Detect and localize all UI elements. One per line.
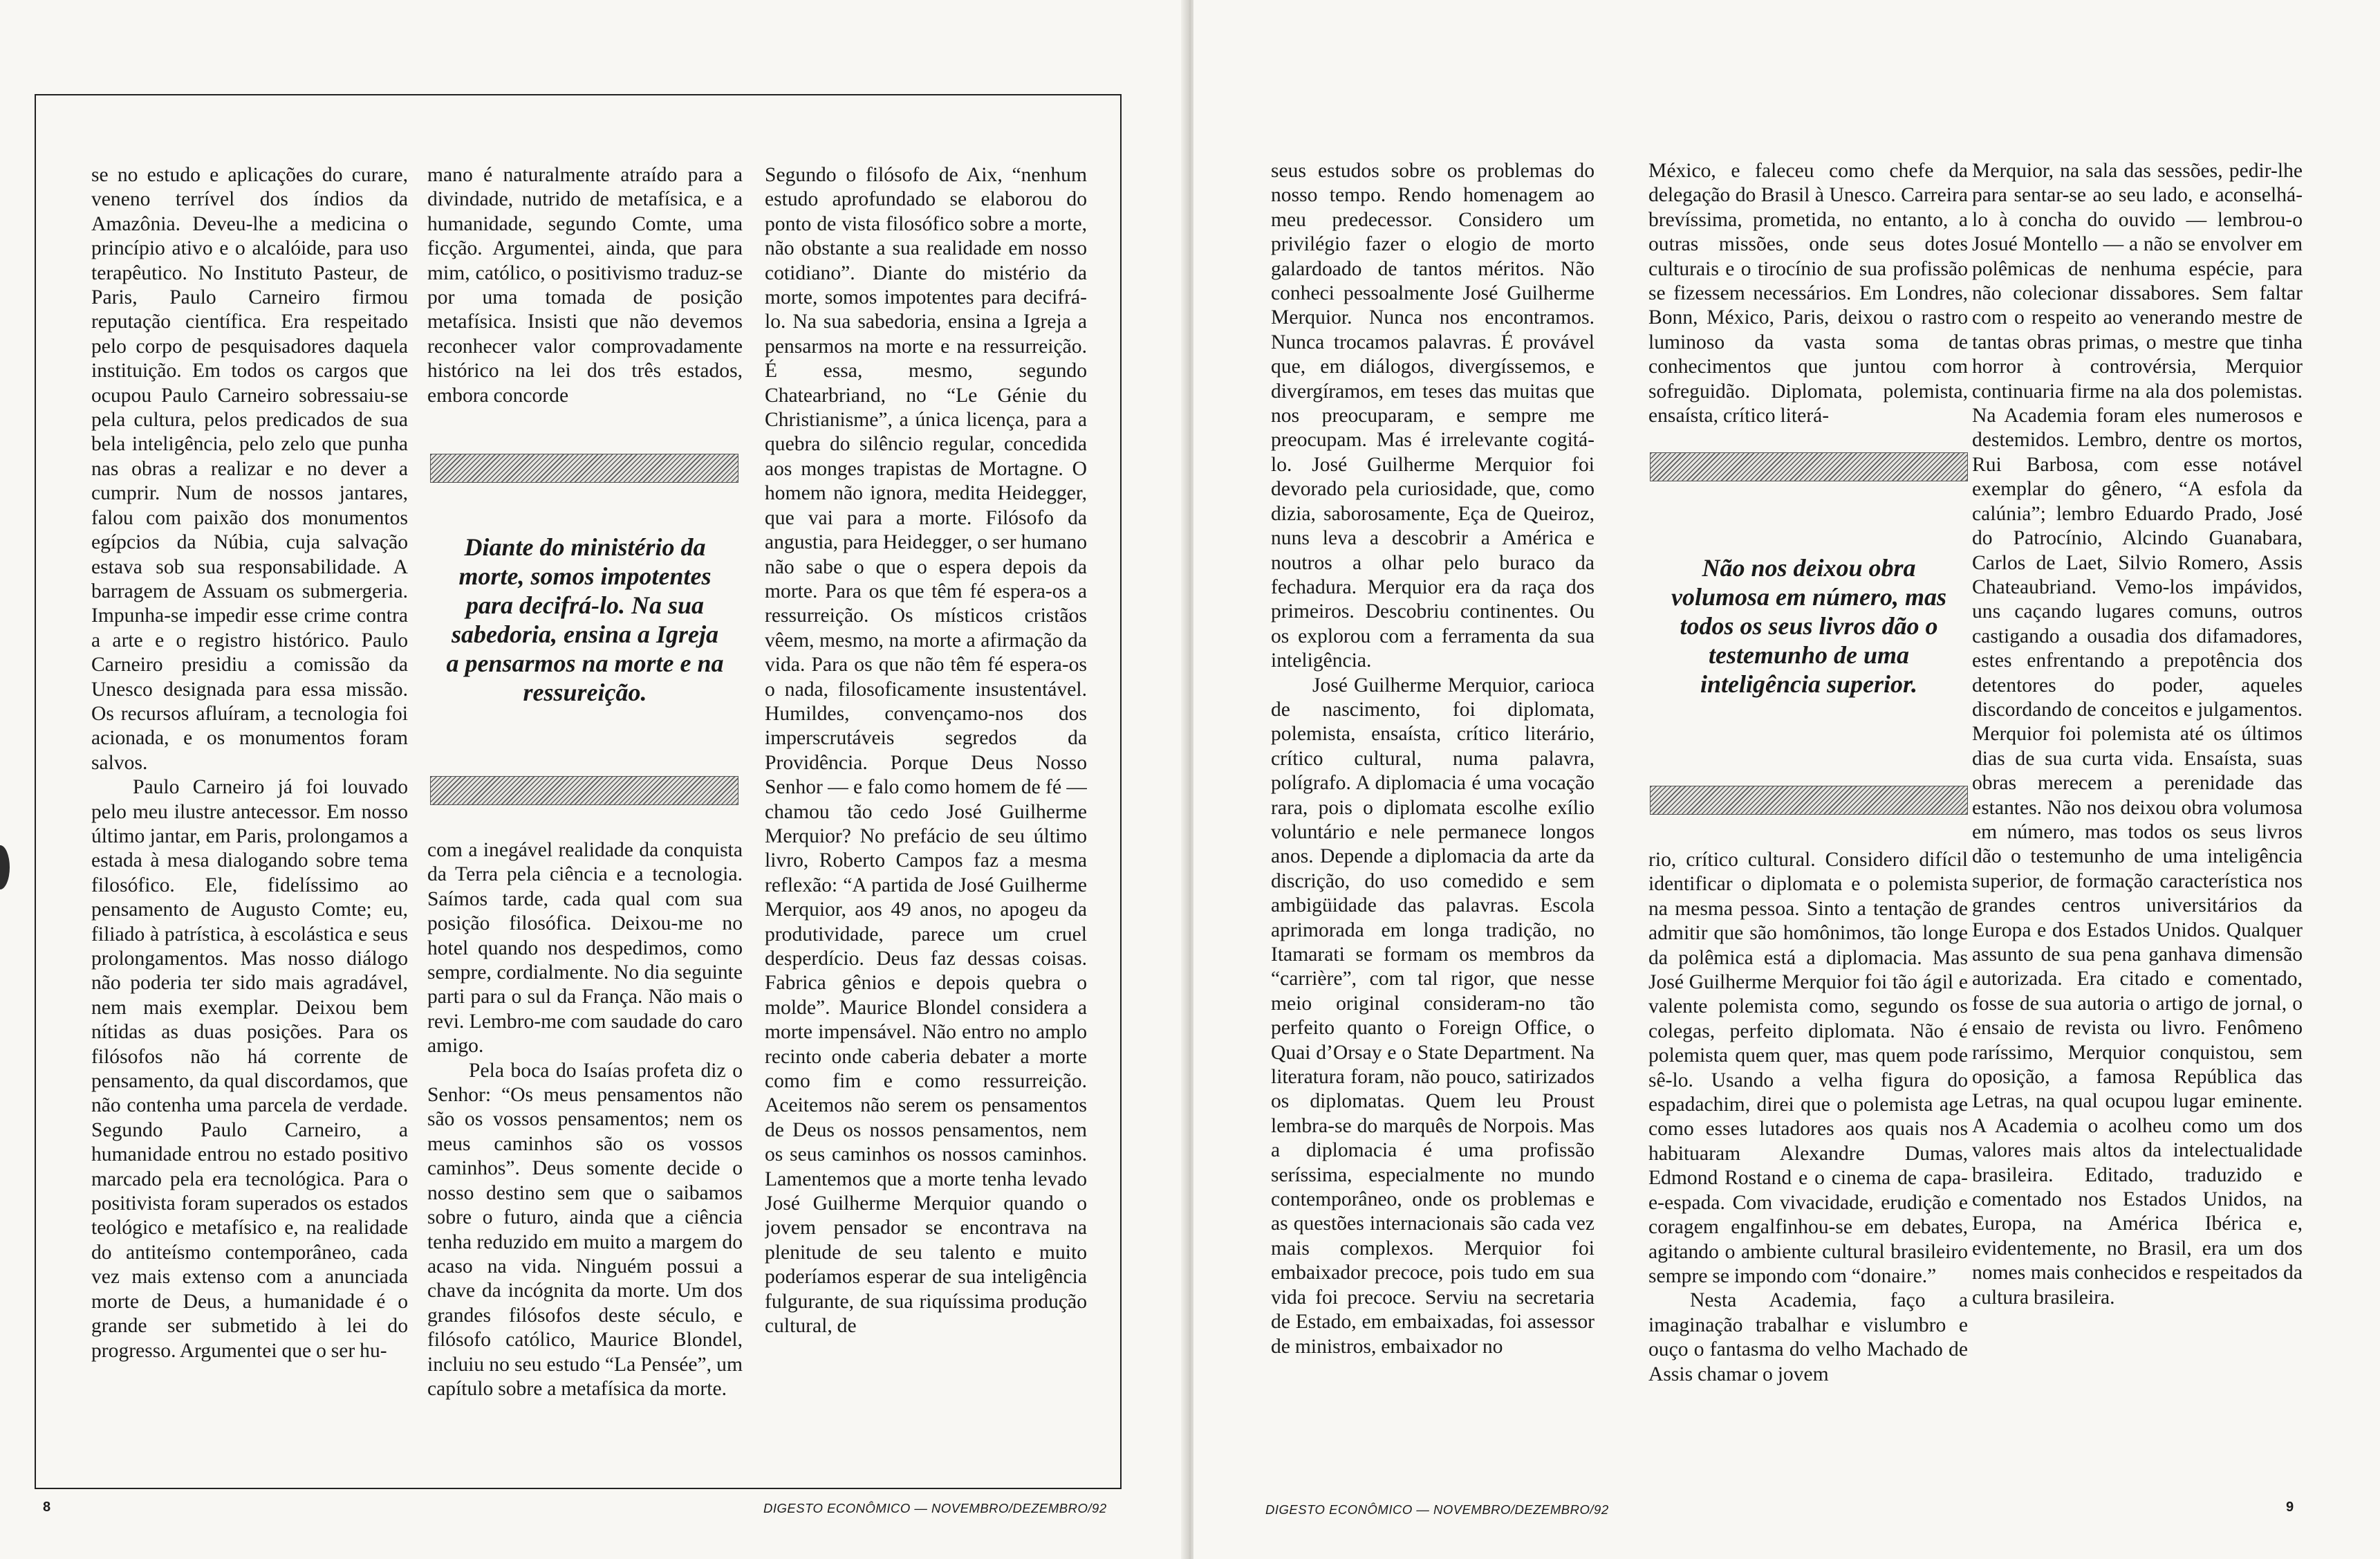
hatch-divider bbox=[430, 454, 738, 483]
binder-hole-mark bbox=[0, 845, 10, 889]
left-column-2-bottom bbox=[427, 838, 743, 1470]
paragraph: mano é naturalmente atraído para a divindade, nutrido de metafísica, e a humanidade, segundo Comte, uma ficção. Argumentei, ainda, que para mim, católico, o positivismo traduz-se por uma tomada de posição metafísica. Insisti que não devemos reconhecer valor comprovadamente histórico na lei dos três estados, embora concorde bbox=[427, 164, 743, 407]
left-column-1 bbox=[91, 163, 408, 1470]
pull-quote: Diante do ministério da morte, somos impotentes para decifrá-lo. Na sua sabedoria, ensina a Igreja a pensarmos na morte e na ressureição. bbox=[446, 533, 724, 706]
right-page bbox=[1193, 0, 2380, 1559]
page-number: 9 bbox=[2286, 1500, 2294, 1515]
hatch-divider bbox=[430, 776, 738, 805]
footer-publication: DIGESTO ECONÔMICO — NOVEMBRO/DEZEMBRO/92 bbox=[763, 1501, 1107, 1515]
paragraph: seus estudos sobre os problemas do nosso tempo. Rendo homenagem ao meu predecessor. Considero um privilégio fazer o elogio de morto galardoado de tantos méritos. Não conheci pessoalmente José Guilherme Merquior. Nunca nos encontramos. Nunca trocamos palavras. É provável que, em diálogos, divergíssemos, e divergíramos, em teses das muitas que nos preocuparam, e sempre me preocupam. Mas é irrelevante cogitá-lo. José Guilherme Merquior foi devorado pela curiosidade, que, como dizia, saborosamente, Eça de Queiroz, nuns leva a descobrir a América e noutros a olhar pelo buraco da fechadura. Merquior era da raça dos primeiros. Descobriu continentes. Ou os explorou com a ferramenta da sua inteligência. bbox=[1271, 160, 1595, 672]
paragraph: rio, crítico cultural. Considero difícil identificar o diplomata e o polemista na mesma pessoa. Sinto a tentação de admitir que são homônimos, tão longe da polêmica está a diplomacia. Mas José Guilherme Merquior foi tão ágil e valente polemista como, segundo os colegas, perfeito diplomata. Não é polemista quem quer, mas quem pode sê-lo. Usando a velha figura do espadachim, direi que o polemista age como esses lutadores aos quais nos habituaram Alexandre Dumas, Edmond Rostand e o cinema de capa-e-espada. Com vivacidade, erudição e coragem engalfinhou-se em debates, agitando o ambiente cultural brasileiro sempre se impondo com “donaire.” bbox=[1648, 849, 1968, 1287]
left-column-2-top bbox=[427, 163, 743, 419]
pull-quote: Não nos deixou obra volumosa em número, mas todos os seus livros dão o testemunho de uma inteligência superior. bbox=[1671, 554, 1947, 698]
footer-publication: DIGESTO ECONÔMICO — NOVEMBRO/DEZEMBRO/92 bbox=[1265, 1502, 1609, 1517]
hatch-divider bbox=[1650, 452, 1968, 481]
right-column-2-top bbox=[1648, 159, 1968, 463]
paragraph: José Guilherme Merquior, carioca de nascimento, foi diplomata, polemista, ensaísta, crítico literário, crítico cultural, numa palavra, polígrafo. A diplomacia é uma vocação rara, pois o diplomata escolhe exílio voluntário e nele permanece longos anos. Depende a diplomacia da arte da discrição, do uso comedido e sem ambigüidade das palavras. Escola aprimorada em longa tradição, no Itamarati se formam os membros da “carrière”, com tal rigor, que nesse meio original consideram-no tão perfeito quanto o Foreign Office, o Quai d’Orsay e o State Department. Na literatura foram, não pouco, satirizados os diplomatas. Quem leu Proust lembra-se do marquês de Norpois. Mas a diplomacia é uma profissão seríssima, especialmente no mundo contemporâneo, onde os problemas e as questões internacionais são cada vez mais complexos. Merquior foi embaixador precoce, pois tudo em sua vida foi precoce. Serviu na secretaria de Estado, em embaixadas, foi assessor de ministros, embaixador no bbox=[1271, 674, 1595, 1358]
paragraph: Paulo Carneiro já foi louvado pelo meu ilustre antecessor. Em nosso último jantar, em Paris, prolongamos a estada à mesa dialogando sobre tema filosófico. Ele, fidelíssimo ao pensamento de Augusto Comte; eu, filiado à patrística, à escolástica e seus prolongamentos. Mas nosso diálogo não poderia ter sido mais agradável, nem mais exemplar. Deixou bem nítidas as duas posições. Para os filósofos não há corrente de pensamento, da qual discordamos, que não contenha uma parcela de verdade. Segundo Paulo Carneiro, a humanidade entrou no estado positivo marcado pela era tecnológica. Para o positivista foram superados os estados teológico e metafísico e, na realidade do antiteísmo contemporâneo, cada vez mais extenso com a anunciada morte de Deus, a humanidade é o grande ser submetido à lei do progresso. Argumentei que o ser hu- bbox=[91, 776, 408, 1362]
paragraph: Segundo o filósofo de Aix, “nenhum estudo aprofundado se elaborou do ponto de vista filosófico sobre a morte, não obstante a sua realidade em nosso cotidiano”. Diante do mistério da morte, somos impotentes para decifrá-lo. Na sua sabedoria, ensina a Igreja a pensarmos na morte e na ressurreição. É essa, mesmo, segundo Chatearbriand, no “Le Génie du Christianisme”, a única licença, para a quebra do silêncio regular, concedida aos monges trapistas de Mortagne. O homem não ignora, medita Heidegger, que vai para a morte. Filósofo da angustia, para Heidegger, o ser humano não sabe o que o espera depois da morte. Para os que têm fé espera-os a ressurreição. Os místicos cristãos vêem, mesmo, na morte a afirmação da vida. Para os que não têm fé espera-os o nada, filosoficamente insustentável. Humildes, convençamo-nos dos imperscrutáveis segredos da Providência. Porque Deus Nosso Senhor — e falo como homem de fé — chamou tão cedo José Guilherme Merquior? No prefácio de seu último livro, Roberto Campos faz a mesma reflexão: “A partida de José Guilherme Merquior, aos 49 anos, no apogeu da produtividade, parece um cruel desperdício. Deus faz dessas coisas. Fabrica gênios e depois quebra o molde”. Maurice Blondel considera a morte impensável. Não entro no amplo recinto onde caberia debater a morte como fim e como ressurreição. Aceitemos não serem os pensamentos de Deus os nossos pensamentos, nem os seus caminhos os nossos caminhos. Lamentemos que a morte tenha levado José Guilherme Merquior quando o jovem pensador se encontrava na plenitude de seu talento e muito poderíamos esperar de sua inteligência fulgurante, de sua riquíssima produção cultural, de bbox=[765, 164, 1087, 1338]
right-column-3 bbox=[1972, 159, 2303, 1470]
left-page bbox=[0, 0, 1187, 1559]
paragraph: se no estudo e aplicações do curare, veneno terrível dos índios da Amazônia. Deveu-lhe a medicina o princípio ativo e o alcalóide, para uso terapêutico. No Instituto Pasteur, de Paris, Paulo Carneiro firmou reputação científica. Era respeitado pelo corpo de pesquisadores daquela instituição. Em todos os cargos que ocupou Paulo Carneiro sobressaiu-se pela cultura, pelos predicados de sua bela inteligência, pelo zelo que punha nas obras a realizar e no dever a cumprir. Num de nossos jantares, falou com paixão dos monumentos egípcios da Núbia, cuja salvação estava sob sua responsabilidade. A barragem de Assuam os submergeria. Impunha-se impedir esse crime contra a arte e o registro histórico. Paulo Carneiro presidiu a comissão da Unesco designada para essa missão. Os recursos afluíram, a tecnologia foi acionada, e os monumentos foram salvos. bbox=[91, 164, 408, 774]
left-column-3 bbox=[765, 163, 1087, 1470]
paragraph: México, e faleceu como chefe da delegação do Brasil à Unesco. Carreira brevíssima, prometida, no entanto, a outras missões, onde seus dotes culturais e o tirocínio de sua profissão se fizessem necessários. Em Londres, Bonn, México, Paris, deixou o rastro luminoso da vasta soma de conhecimentos que juntou com sofreguidão. Diplomata, polemista, ensaísta, crítico literá- bbox=[1648, 160, 1968, 427]
hatch-divider bbox=[1650, 786, 1968, 815]
paragraph: com a inegável realidade da conquista da Terra pela ciência e a tecnologia. Saímos tarde, cada qual com sua posição filosófica. Deixou-me no hotel quando nos despedimos, como sempre, cordialmente. No dia seguinte parti para o sul da França. Não mais o revi. Lembro-me com saudade do caro amigo. bbox=[427, 839, 743, 1058]
paragraph: Pela boca do Isaías profeta diz o Senhor: “Os meus pensamentos não são os vossos pensamentos; nem os meus caminhos são os vossos caminhos”. Deus somente decide o nosso destino sem que o saibamos sobre o futuro, ainda que a ciência tenha reduzido em muito a margem do acaso na vida. Ninguém possui a chave da incógnita da morte. Um dos grandes filósofos deste século, e filósofo católico, Maurice Blondel, incluiu no seu estudo “La Pensée”, um capítulo sobre a metafísica da morte. bbox=[427, 1059, 743, 1400]
paragraph: Merquior, na sala das sessões, pedir-lhe para sentar-se ao seu lado, e aconselhá-lo à concha do ouvido — lembrou-o Josué Montello — a não se envolver em polêmicas de nenhuma espécie, para não colecionar dissabores. Sem faltar com o respeito ao venerando mestre de tantas obras primas, o mestre que tinha horror à controvérsia, Merquior continuaria firme na ala dos polemistas. Na Academia foram eles numerosos e destemidos. Lembro, dentre os mortos, Rui Barbosa, com esse notável exemplar do gênero, “A esfola da calúnia”; lembro Eduardo Prado, José do Patrocínio, Alcindo Guanabara, Carlos de Laet, Silvio Romero, Assis Chateaubriand. Vemo-los impávidos, uns caçando lugares comuns, outros castigando a ousadia dos difamadores, estes enfrentando a prepotência dos detentores do poder, aqueles discordando de conceitos e julgamentos. Merquior foi polemista até os últimos dias de sua curta vida. Ensaísta, suas obras merecem a perenidade das estantes. Não nos deixou obra volumosa em número, mas todos os seus livros dão o testemunho de uma inteligência superior, de formação característica nos grandes centros universitários da Europa e dos Estados Unidos. Qualquer assunto de sua pena ganhava dimensão autorizada. Era citado e comentado, fosse de sua autoria o artigo de jornal, o ensaio de revista ou livro. Fenômeno raríssimo, Merquior conquistou, sem oposição, a famosa República das Letras, na qual ocupou lugar eminente. A Academia o acolheu como um dos valores mais altos da intelectualidade brasileira. Editado, traduzido e comentado nos Estados Unidos, na Europa, na América Ibérica e, evidentemente, no Brasil, era um dos nomes mais conhecidos e respeitados da cultura brasileira. bbox=[1972, 160, 2303, 1309]
page-number: 8 bbox=[43, 1500, 51, 1515]
right-column-1 bbox=[1271, 159, 1595, 1470]
right-column-2-bottom bbox=[1648, 848, 1968, 1470]
paragraph: Nesta Academia, faço a imaginação trabalhar e vislumbro e ouço o fantasma do velho Machado de Assis chamar o jovem bbox=[1648, 1289, 1968, 1385]
